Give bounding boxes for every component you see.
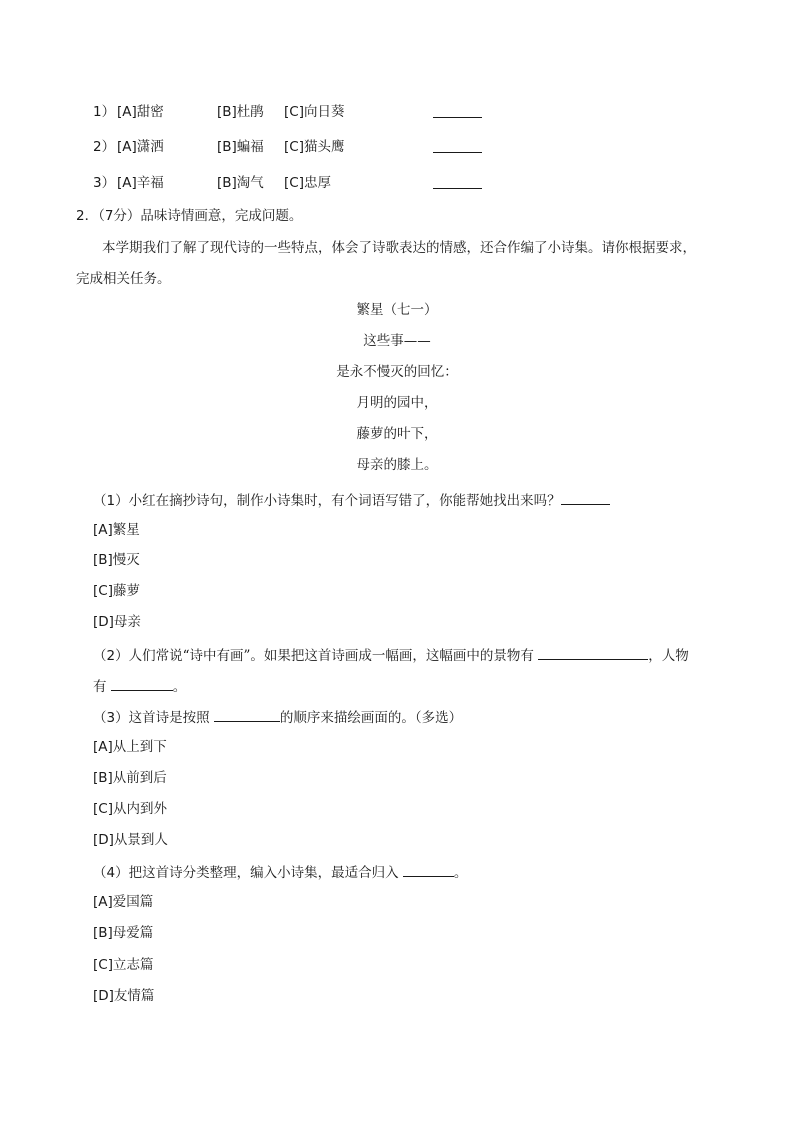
poem-line: 母亲的膝上。 (356, 457, 438, 473)
sub1-option: [C]藤萝 (93, 583, 140, 599)
sub2-people-blank[interactable] (111, 676, 173, 691)
sub1-option: [A]繁星 (93, 522, 140, 538)
q1-option-row-1 (0, 103, 794, 121)
q1-row-number: 1） (93, 104, 116, 120)
sub2-line2-suffix: 。 (172, 679, 187, 695)
sub1-option: [B]慢灭 (93, 552, 140, 568)
q1-option-row-3 (0, 174, 794, 192)
poem-line: 藤萝的叶下， (356, 426, 438, 442)
sub4-option: [A]爱国篇 (93, 894, 154, 910)
q1-row-number: 3） (93, 175, 116, 191)
q1-option-b: [B]杜鹃 (217, 104, 264, 120)
q1-option-a: [A]甜密 (117, 104, 164, 120)
sub1-option: [D]母亲 (93, 614, 141, 630)
q1-option-c: [C]忠厚 (284, 175, 331, 191)
q1-option-row-2 (0, 138, 794, 156)
q1-option-c: [C]猫头鹰 (284, 139, 345, 155)
poem-title: 繁星（七一） (356, 302, 438, 318)
sub3-prefix: （3）这首诗是按照 (93, 710, 214, 726)
sub1-answer-blank[interactable] (561, 490, 610, 505)
q1-answer-blank[interactable] (433, 138, 482, 153)
sub3-option: [D]从景到人 (93, 832, 168, 848)
poem-line: 是永不慢灭的回忆： (336, 364, 458, 380)
sub2-part2: 。如果把这首诗画成一幅画，这幅画中的景物有 (250, 648, 539, 664)
sub3-option: [B]从前到后 (93, 770, 167, 786)
sub2-question-line2 (93, 676, 186, 696)
sub3-answer-blank[interactable] (214, 707, 280, 722)
sub3-option: [A]从上到下 (93, 739, 167, 755)
sub2-scenery-blank[interactable] (538, 645, 648, 660)
q2-heading: 2．（7分）品味诗情画意，完成问题。 (76, 208, 303, 224)
q1-option-a: [A]潇洒 (117, 139, 164, 155)
sub2-question-line1 (93, 645, 689, 665)
q1-answer-blank[interactable] (433, 174, 482, 189)
sub2-part3: ，人物 (648, 648, 689, 664)
sub1-question-line (93, 490, 610, 510)
q1-option-b: [B]蝙福 (217, 139, 264, 155)
q2-intro-line1: 本学期我们了解了现代诗的一些特点，体会了诗歌表达的情感，还合作编了小诗集。请你根据要求， (102, 240, 696, 256)
sub4-answer-blank[interactable] (403, 862, 454, 877)
sub4-option: [B]母爱篇 (93, 925, 154, 941)
q1-row-number: 2） (93, 139, 116, 155)
poem-line: 这些事—— (363, 333, 431, 349)
sub3-option: [C]从内到外 (93, 801, 167, 817)
q2-intro-line2: 完成相关任务。 (76, 271, 171, 287)
sub4-option: [C]立志篇 (93, 957, 154, 973)
sub4-question-line (93, 862, 467, 882)
poem-line: 月明的园中， (356, 395, 438, 411)
sub2-part1: （2）人们常说 (93, 648, 183, 664)
sub4-option: [D]友情篇 (93, 988, 155, 1004)
sub4-prefix: （4）把这首诗分类整理，编入小诗集，最适合归入 (93, 865, 403, 881)
sub3-suffix: 的顺序来描绘画面的。（多选） (279, 710, 463, 726)
sub1-question: （1）小红在摘抄诗句，制作小诗集时，有个词语写错了，你能帮她找出来吗？ (93, 493, 561, 509)
q1-option-a: [A]辛福 (117, 175, 164, 191)
sub3-question-line (93, 707, 462, 727)
q1-answer-blank[interactable] (433, 103, 482, 118)
sub4-suffix: 。 (453, 865, 468, 881)
q1-option-c: [C]向日葵 (284, 104, 345, 120)
sub2-quote: “诗中有画” (182, 648, 251, 664)
sub2-line2-prefix: 有 (93, 679, 111, 695)
q1-option-b: [B]淘气 (217, 175, 264, 191)
